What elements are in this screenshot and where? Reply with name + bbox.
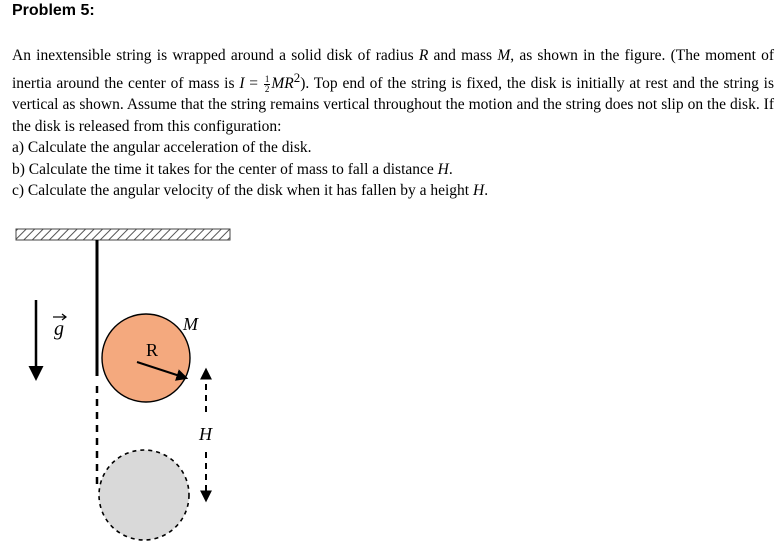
exponent-two: 2 [293,69,301,85]
problem-title: Problem 5: [12,2,95,19]
problem-text [12,45,774,202]
question-a [12,137,774,159]
intro-text-1: An inextensible string is wrapped around a solid disk of radius [12,47,419,64]
question-b-end: . [448,160,453,178]
var-mr: MR [271,74,294,92]
intro-text-2: and mass [428,47,498,64]
question-c-var: H [472,182,485,200]
intro-text-3: , as shown in the figure. (The moment of inertia around the center of mass is [12,47,775,92]
question-b-text: b) Calculate the time it takes for the center of mass to fall a distance [12,160,438,178]
ceiling-support [16,229,230,240]
gravity-label: g [54,318,64,340]
equals-sign: = [244,74,263,92]
question-c-text: c) Calculate the angular velocity of the disk when it has fallen by a height [12,182,473,200]
height-label: H [199,424,212,444]
radius-label: R [146,340,159,360]
question-a-text: a) Calculate the angular acceleration of the disk. [12,139,312,157]
disk-figure [0,220,300,558]
one-half-fraction [264,75,271,94]
fraction-numerator: 1 [264,73,270,84]
var-inertia: I [239,74,245,92]
final-disk-position [99,450,189,540]
fraction-denominator: 2 [264,83,270,94]
question-b-var: H [437,160,449,178]
var-mass: M [497,47,511,64]
var-radius: R [418,47,429,64]
question-c [12,180,774,202]
mass-label: M [183,314,198,334]
problem-intro [12,45,774,137]
question-c-end: . [484,182,489,200]
question-b [12,159,774,181]
intro-text-4: ). Top end of the string is fixed, the disk is initially at rest and the string is vertical as shown. Assume that the string remains vertical throughout the motion and the string does not slip on the disk. If the disk is released from this configuration: [12,74,774,135]
